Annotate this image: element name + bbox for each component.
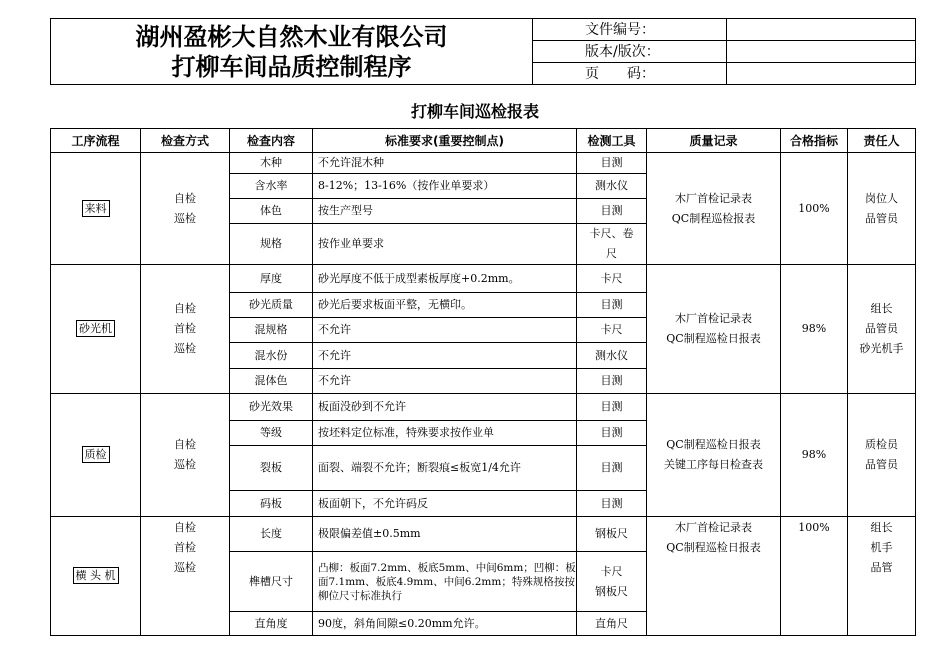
tool-cell [577,446,647,491]
pass-rate-cell: 100% [781,517,848,636]
owner-text: 机手 [870,541,893,554]
record-text: 木厂首检记录表 [675,521,752,534]
page-value [727,63,916,85]
record-text: QC制程巡检日报表 [666,541,761,554]
record-cell [647,265,781,394]
tool-cell [577,394,647,421]
process-label: 来料 [82,200,110,217]
process-header: 工序流程 [51,129,141,153]
process-cell [51,153,141,265]
method-item: 巡检 [174,458,196,471]
tool-text: 目测 [600,374,623,387]
tool-text: 钢板尺 [595,527,628,540]
standard-cell: 按作业单要求 [313,224,577,265]
tool-text: 目测 [600,461,623,474]
record-text: QC制程巡检日报表 [666,332,761,345]
standard-cell: 砂光厚度不低于成型素板厚度+0.2mm。 [313,265,577,293]
method-cell [141,153,230,265]
tool-text: 钢板尺 [595,584,628,598]
content-cell: 厚度 [230,265,313,293]
process-cell [51,265,141,394]
standard-cell: 板面没砂到不允许 [313,394,577,421]
record-cell [647,153,781,265]
page-label: 页 码： [533,63,727,85]
tool-text: 卡尺 [600,323,623,336]
standard-cell: 极限偏差值±0.5mm [313,517,577,552]
owner-text: 质检员 [865,438,898,451]
owner-text: 品管员 [865,458,898,471]
table-row [51,153,916,174]
tool-cell [577,552,647,612]
record-text: 关键工序每日检查表 [664,458,763,471]
method-item: 首检 [174,322,196,335]
table-row [51,394,916,421]
tool-text: 目测 [600,426,623,439]
standard-cell: 8-12%；13-16%（按作业单要求） [313,174,577,199]
method-item: 巡检 [174,561,196,574]
owner-header: 责任人 [848,129,916,153]
standard-cell: 面裂、端裂不允许；断裂痕≤板宽1/4允许 [313,446,577,491]
record-header: 质量记录 [647,129,781,153]
owner-text: 岗位人 [865,191,898,205]
standard-cell: 按坯料定位标准，特殊要求按作业单 [313,421,577,446]
tool-cell [577,612,647,636]
owner-cell [848,265,916,394]
tool-cell [577,318,647,343]
standard-cell: 板面朝下，不允许码反 [313,491,577,517]
standard-cell: 不允许 [313,318,577,343]
owner-cell [848,153,916,265]
record-text: 木厂首检记录表 [675,312,752,325]
standard-cell: 90度，斜角间隙≤0.20mm允许。 [313,612,577,636]
method-cell [141,265,230,394]
content-cell: 榫槽尺寸 [230,552,313,612]
method-cell [141,394,230,517]
content-cell: 体色 [230,199,313,224]
record-text: QC制程巡检日报表 [666,438,761,451]
record-cell [647,517,781,636]
method-header: 检查方式 [141,129,230,153]
owner-text: 品管 [870,561,893,574]
record-text: QC制程巡检报表 [671,211,756,225]
content-cell: 长度 [230,517,313,552]
content-cell: 规格 [230,224,313,265]
record-cell [647,394,781,517]
tool-cell [577,369,647,394]
pass-rate-cell: 98% [781,394,848,517]
tool-cell [577,293,647,318]
tool-cell [577,491,647,517]
owner-text: 品管员 [865,211,898,225]
tool-text: 目测 [600,156,623,169]
tool-cell [577,517,647,552]
tool-text: 测水仪 [595,179,628,192]
owner-cell [848,394,916,517]
version-value [727,41,916,63]
tool-text: 卡尺 [600,564,623,578]
content-cell: 含水率 [230,174,313,199]
content-header: 检查内容 [230,129,313,153]
method-item: 巡检 [174,211,196,225]
standard-cell: 按生产型号 [313,199,577,224]
tool-cell [577,174,647,199]
process-cell [51,517,141,636]
standard-cell: 不允许混木种 [313,153,577,174]
doc-number-value [727,19,916,41]
content-cell: 砂光质量 [230,293,313,318]
method-item: 巡检 [174,342,196,355]
standard-cell: 凸柳：板面7.2mm、板底5mm、中间6mm；凹柳：板面7.1mm、板底4.9mm、中间6.2mm；特殊规格按按柳位尺寸标准执行 [313,552,577,612]
tool-text: 尺 [606,247,617,260]
method-cell [141,517,230,636]
process-cell [51,394,141,517]
owner-text: 砂光机手 [859,342,904,355]
record-text: 木厂首检记录表 [675,191,752,205]
inspection-table [50,128,916,636]
process-label: 质检 [82,446,110,463]
method-item: 自检 [174,521,196,534]
tool-cell [577,421,647,446]
version-label: 版本/版次： [533,41,727,63]
table-header-row [51,129,916,153]
owner-text: 组长 [870,521,893,534]
standard-cell: 砂光后要求板面平整，无横印。 [313,293,577,318]
content-cell: 码板 [230,491,313,517]
procedure-name: 打柳车间品质控制程序 [171,52,412,81]
owner-text: 品管员 [865,322,898,335]
tool-text: 目测 [600,400,623,413]
content-cell: 混规格 [230,318,313,343]
standard-cell: 不允许 [313,369,577,394]
process-label: 砂光机 [76,320,115,337]
content-cell: 裂板 [230,446,313,491]
owner-cell [848,517,916,636]
tool-text: 目测 [600,298,623,311]
company-title-cell [51,19,533,85]
tool-text: 测水仪 [595,348,628,362]
table-body [51,153,916,636]
standard-cell: 不允许 [313,343,577,369]
method-item: 自检 [174,302,196,315]
table-row [51,517,916,552]
tool-text: 目测 [600,496,623,510]
content-cell: 混水份 [230,343,313,369]
tool-text: 卡尺、卷 [589,227,634,240]
content-cell: 木种 [230,153,313,174]
standard-header: 标准要求(重要控制点) [313,129,577,153]
method-item: 自检 [174,438,196,451]
content-cell: 砂光效果 [230,394,313,421]
pass-rate-header: 合格指标 [781,129,848,153]
tool-cell [577,343,647,369]
tool-cell [577,153,647,174]
tool-cell [577,224,647,265]
tool-header: 检测工具 [577,129,647,153]
pass-rate-cell: 98% [781,265,848,394]
method-item: 首检 [174,541,196,554]
doc-number-label: 文件编号： [533,19,727,41]
tool-text: 直角尺 [595,616,628,630]
document-header [50,18,916,85]
tool-text: 目测 [600,204,623,217]
tool-text: 卡尺 [600,271,623,285]
table-row [51,265,916,293]
form-title: 打柳车间巡检报表 [410,102,539,121]
content-cell: 等级 [230,421,313,446]
content-cell: 直角度 [230,612,313,636]
tool-cell [577,199,647,224]
company-name: 湖州盈彬大自然木业有限公司 [135,22,448,51]
owner-text: 组长 [870,302,893,315]
tool-cell [577,265,647,293]
pass-rate-cell: 100% [781,153,848,265]
method-item: 自检 [174,191,196,205]
content-cell: 混体色 [230,369,313,394]
process-label: 横 头 机 [73,567,119,584]
